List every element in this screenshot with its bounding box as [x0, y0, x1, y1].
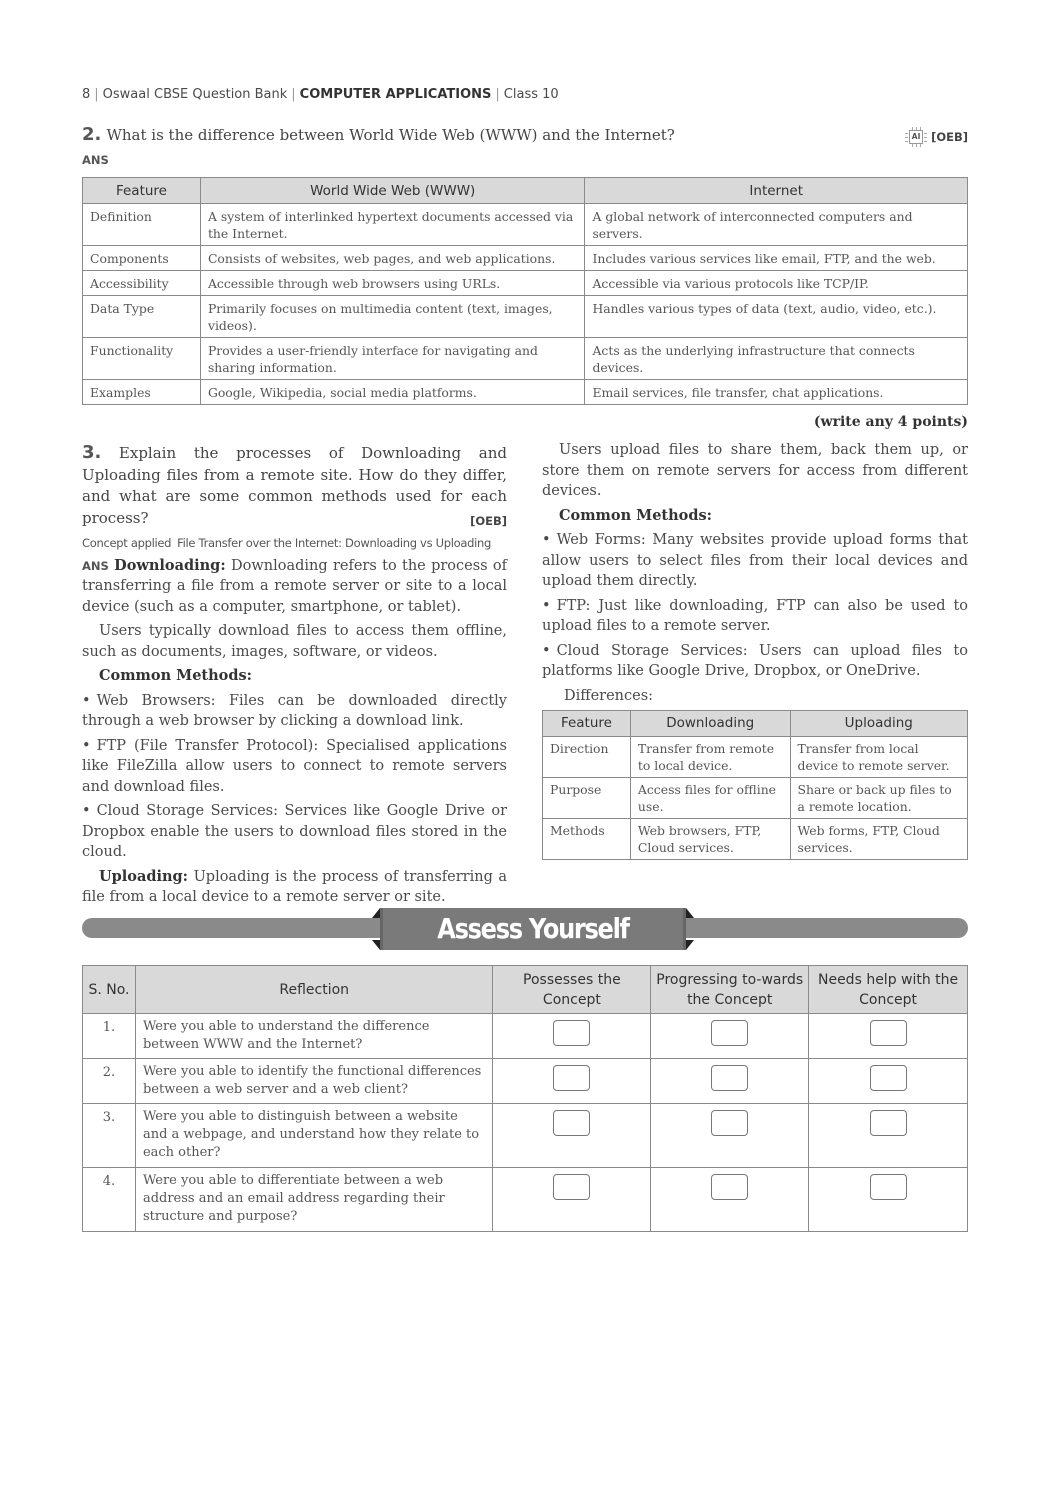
- assess-yourself-table: [82, 965, 968, 1232]
- table-header-row: [83, 966, 968, 1014]
- cell-downloading: Web browsers, FTP, Cloud services.: [630, 819, 790, 860]
- cell-feature: Accessibility: [83, 271, 201, 296]
- cell-uploading: Web forms, FTP, Cloud services.: [790, 819, 967, 860]
- cell-progressing: [651, 1168, 809, 1232]
- banner-title: Assess Yourself: [437, 912, 629, 945]
- progressing-checkbox[interactable]: [711, 1174, 748, 1200]
- needs-help-checkbox[interactable]: [870, 1174, 907, 1200]
- page-number: 8: [82, 87, 91, 102]
- progressing-checkbox[interactable]: [711, 1020, 748, 1046]
- differences-label: Differences:: [564, 687, 654, 704]
- cell-needs-help: [809, 1059, 968, 1104]
- needs-help-checkbox[interactable]: [870, 1065, 907, 1091]
- cell-reflection: Were you able to differentiate between a web address and an email address regarding their structure and purpose?: [135, 1168, 493, 1232]
- downloading-term: Downloading:: [114, 556, 226, 574]
- cell-possesses: [493, 1059, 651, 1104]
- cell-feature: Direction: [543, 737, 631, 778]
- header-needs-help: Needs help with the Concept: [809, 966, 968, 1014]
- question-text: Explain the processes of Downloading and Uploading files from a remote site. How do they differ, and what are some common methods used for each process?: [82, 444, 508, 527]
- running-head: 8 | Oswaal CBSE Question Bank | COMPUTER APPLICATIONS | Class 10: [82, 87, 559, 102]
- uploading-definition: [82, 867, 507, 908]
- www-vs-internet-table: [82, 177, 968, 405]
- header-possesses: Possesses the Concept: [493, 966, 651, 1014]
- cell-possesses: [493, 1104, 651, 1168]
- question-3-heading: [82, 443, 507, 529]
- upload-methods-heading: Common Methods:: [559, 506, 713, 524]
- progressing-checkbox[interactable]: [711, 1065, 748, 1091]
- oeb-tag: [OEB]: [470, 513, 507, 528]
- table-row: [83, 246, 968, 271]
- concept-text: File Transfer over the Internet: Downloading vs Uploading: [177, 536, 491, 550]
- table-row: [83, 1059, 968, 1104]
- table-row: [83, 1104, 968, 1168]
- possesses-checkbox[interactable]: [553, 1174, 590, 1200]
- uploading-term: Uploading:: [99, 867, 189, 885]
- table-header-row: [83, 178, 968, 204]
- cell-uploading: Share or back up files to a remote location.: [790, 778, 967, 819]
- question-number: 2.: [82, 124, 102, 145]
- cell-feature: Components: [83, 246, 201, 271]
- cell-internet: Handles various types of data (text, audio, video, etc.).: [585, 296, 968, 338]
- cell-progressing: [651, 1104, 809, 1168]
- cell-possesses: [493, 1014, 651, 1059]
- uploading-usage: Users upload files to share them, back them up, or store them on remote servers for access from different devices.: [542, 442, 968, 499]
- download-method-item: • FTP (File Transfer Protocol): Specialised applications like FileZilla allow users to connect to remote servers and download files.: [82, 736, 507, 798]
- write-any-note: (write any 4 points): [813, 414, 968, 430]
- cell-internet: Includes various services like email, FTP, and the web.: [585, 246, 968, 271]
- downloading-definition: [82, 556, 507, 618]
- cell-sno: 1.: [83, 1014, 136, 1059]
- download-method-item: • Web Browsers: Files can be downloaded directly through a web browser by clicking a download link.: [82, 691, 507, 732]
- cell-feature: Purpose: [543, 778, 631, 819]
- cell-internet: A global network of interconnected computers and servers.: [585, 204, 968, 246]
- cell-reflection: Were you able to identify the functional differences between a web server and a web client?: [135, 1059, 493, 1104]
- table-row: [83, 204, 968, 246]
- table-row: [83, 296, 968, 338]
- cell-www: Provides a user-friendly interface for navigating and sharing information.: [200, 338, 585, 380]
- cell-downloading: Access files for offline use.: [630, 778, 790, 819]
- cell-feature: Methods: [543, 819, 631, 860]
- ai-chip-icon: AI: [905, 127, 927, 147]
- cell-sno: 2.: [83, 1059, 136, 1104]
- cell-www: Consists of websites, web pages, and web applications.: [200, 246, 585, 271]
- book-title: Oswaal CBSE Question Bank: [102, 87, 288, 102]
- uploading-def-text: Uploading is the process of transferring a file from a local device to a remote server or site.: [82, 868, 508, 905]
- q3-left-column: [82, 443, 507, 912]
- question-number: 3.: [82, 442, 102, 463]
- cell-feature: Data Type: [83, 296, 201, 338]
- oeb-tag: [OEB]: [931, 130, 968, 144]
- download-methods-heading: Common Methods:: [99, 667, 253, 684]
- cell-possesses: [493, 1168, 651, 1232]
- table-row: [83, 1168, 968, 1232]
- banner-tab: [380, 908, 686, 950]
- banner-corner: [372, 908, 380, 918]
- cell-internet: Acts as the underlying infrastructure that connects devices.: [585, 338, 968, 380]
- needs-help-checkbox[interactable]: [870, 1020, 907, 1046]
- cell-feature: Functionality: [83, 338, 201, 380]
- concept-applied: [82, 533, 507, 554]
- header-internet: Internet: [585, 178, 968, 204]
- cell-www: Accessible through web browsers using URLs.: [200, 271, 585, 296]
- header-feature: Feature: [543, 711, 631, 737]
- table-row: [543, 737, 968, 778]
- table-row: [83, 271, 968, 296]
- header-reflection: Reflection: [135, 966, 493, 1014]
- concept-label: Concept applied: [82, 536, 172, 550]
- cell-www: A system of interlinked hypertext documents accessed via the Internet.: [200, 204, 585, 246]
- answer-label: ANS: [82, 558, 109, 573]
- upload-method-item: • Cloud Storage Services: Users can upload files to platforms like Google Drive, Dropbox, or OneDrive.: [542, 641, 968, 682]
- cell-needs-help: [809, 1104, 968, 1168]
- header-progressing: Progressing to-wards the Concept: [651, 966, 809, 1014]
- class-label: Class 10: [503, 87, 559, 102]
- cell-reflection: Were you able to understand the difference between WWW and the Internet?: [135, 1014, 493, 1059]
- cell-www: Primarily focuses on multimedia content (text, images, videos).: [200, 296, 585, 338]
- subject-title: COMPUTER APPLICATIONS: [299, 87, 492, 102]
- banner-corner: [686, 940, 694, 950]
- possesses-checkbox[interactable]: [553, 1065, 590, 1091]
- cell-downloading: Transfer from remote to local device.: [630, 737, 790, 778]
- cell-uploading: Transfer from local device to remote server.: [790, 737, 967, 778]
- question-text: What is the difference between World Wide Web (WWW) and the Internet?: [106, 126, 675, 144]
- cell-reflection: Were you able to distinguish between a website and a webpage, and understand how they relate to each other?: [135, 1104, 493, 1168]
- table-header-row: [543, 711, 968, 737]
- possesses-checkbox[interactable]: [553, 1110, 590, 1136]
- header-sno: S. No.: [83, 966, 136, 1014]
- banner-corner: [686, 908, 694, 918]
- progressing-checkbox[interactable]: [711, 1110, 748, 1136]
- table-row: [83, 380, 968, 405]
- downloading-def-text: Downloading refers to the process of transferring a file from a remote server or site to a local device (such as a computer, smartphone, or tablet).: [82, 557, 508, 615]
- cell-needs-help: [809, 1014, 968, 1059]
- assess-yourself-banner: [82, 908, 968, 950]
- cell-sno: 4.: [83, 1168, 136, 1232]
- downloading-usage: Users typically download files to access them offline, such as documents, images, software, or videos.: [82, 623, 507, 660]
- q3-right-column: [542, 440, 968, 860]
- table-row: [543, 778, 968, 819]
- upload-method-item: • FTP: Just like downloading, FTP can also be used to upload files to a remote server.: [542, 596, 968, 637]
- cell-internet: Email services, file transfer, chat applications.: [585, 380, 968, 405]
- upload-method-item: • Web Forms: Many websites provide upload forms that allow users to select files from their local devices and upload them directly.: [542, 530, 968, 592]
- download-upload-diff-table: [542, 710, 968, 860]
- cell-progressing: [651, 1059, 809, 1104]
- question-tag: [905, 127, 968, 147]
- header-uploading: Uploading: [790, 711, 967, 737]
- banner-corner: [372, 940, 380, 950]
- table-row: [83, 1014, 968, 1059]
- cell-feature: Definition: [83, 204, 201, 246]
- answer-label: ANS: [82, 153, 109, 167]
- table-row: [83, 338, 968, 380]
- needs-help-checkbox[interactable]: [870, 1110, 907, 1136]
- table-row: [543, 819, 968, 860]
- possesses-checkbox[interactable]: [553, 1020, 590, 1046]
- download-method-item: • Cloud Storage Services: Services like Google Drive or Dropbox enable the users to download files stored in the cloud.: [82, 801, 507, 863]
- cell-sno: 3.: [83, 1104, 136, 1168]
- cell-www: Google, Wikipedia, social media platforms.: [200, 380, 585, 405]
- cell-internet: Accessible via various protocols like TCP/IP.: [585, 271, 968, 296]
- cell-needs-help: [809, 1168, 968, 1232]
- cell-progressing: [651, 1014, 809, 1059]
- cell-feature: Examples: [83, 380, 201, 405]
- question-2-heading: [82, 124, 968, 145]
- header-www: World Wide Web (WWW): [200, 178, 585, 204]
- header-feature: Feature: [83, 178, 201, 204]
- header-downloading: Downloading: [630, 711, 790, 737]
